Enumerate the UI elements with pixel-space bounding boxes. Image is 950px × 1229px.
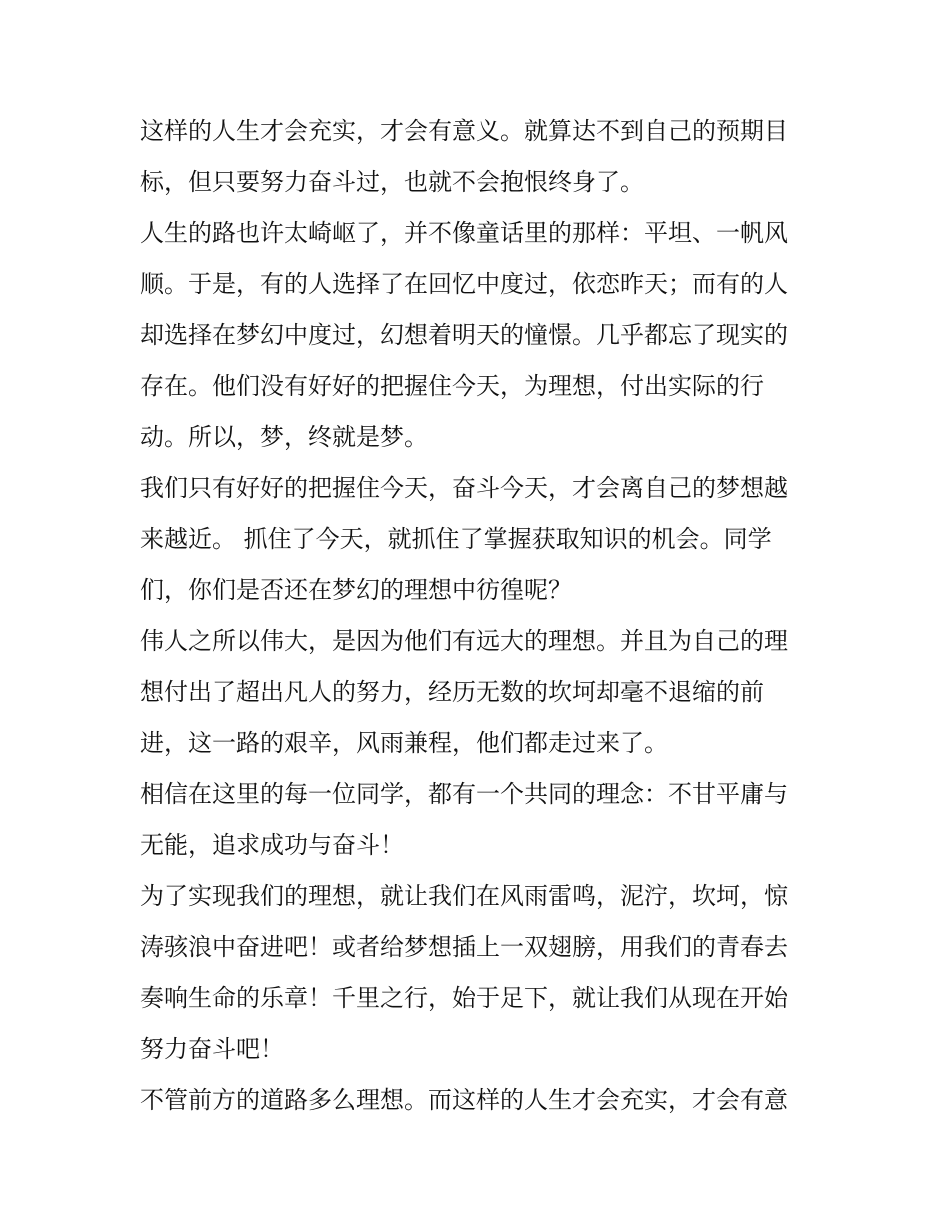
text-line: 这样的人生才会充实，才会有意义。就算达不到自己的预期目 <box>140 117 788 145</box>
text-line: 伟人之所以伟大，是因为他们有远大的理想。并且为自己的理 <box>140 627 788 655</box>
text-line: 不管前方的道路多么理想。而这样的人生才会充实，才会有意 <box>140 1086 788 1114</box>
text-line: 存在。他们没有好好的把握住今天，为理想，付出实际的行 <box>140 372 764 400</box>
text-line: 人生的路也许太崎岖了，并不像童话里的那样：平坦、一帆风 <box>140 219 788 247</box>
text-line: 却选择在梦幻中度过，幻想着明天的憧憬。几乎都忘了现实的 <box>140 321 788 349</box>
text-line: 努力奋斗吧！ <box>140 1035 284 1063</box>
text-line: 来越近。 抓住了今天，就抓住了掌握获取知识的机会。同学 <box>140 525 772 553</box>
text-line: 们，你们是否还在梦幻的理想中彷徨呢？ <box>140 576 572 604</box>
text-line: 我们只有好好的把握住今天，奋斗今天，才会离自己的梦想越 <box>140 474 788 502</box>
text-line: 进，这一路的艰辛，风雨兼程，他们都走过来了。 <box>140 729 668 757</box>
text-line: 顺。于是，有的人选择了在回忆中度过，依恋昨天；而有的人 <box>140 270 788 298</box>
text-line: 想付出了超出凡人的努力，经历无数的坎坷却毫不退缩的前 <box>140 678 764 706</box>
text-line: 奏响生命的乐章！千里之行，始于足下，就让我们从现在开始 <box>140 984 788 1012</box>
document-body <box>140 106 830 1126</box>
text-line: 无能，追求成功与奋斗！ <box>140 831 404 859</box>
text-line: 涛骇浪中奋进吧！或者给梦想插上一双翅膀，用我们的青春去 <box>140 933 788 961</box>
text-line: 为了实现我们的理想，就让我们在风雨雷鸣，泥泞，坎坷，惊 <box>140 882 788 910</box>
text-line: 标，但只要努力奋斗过，也就不会抱恨终身了。 <box>140 168 644 196</box>
text-line: 相信在这里的每一位同学，都有一个共同的理念：不甘平庸与 <box>140 780 788 808</box>
text-line: 动。所以，梦，终就是梦。 <box>140 423 428 451</box>
